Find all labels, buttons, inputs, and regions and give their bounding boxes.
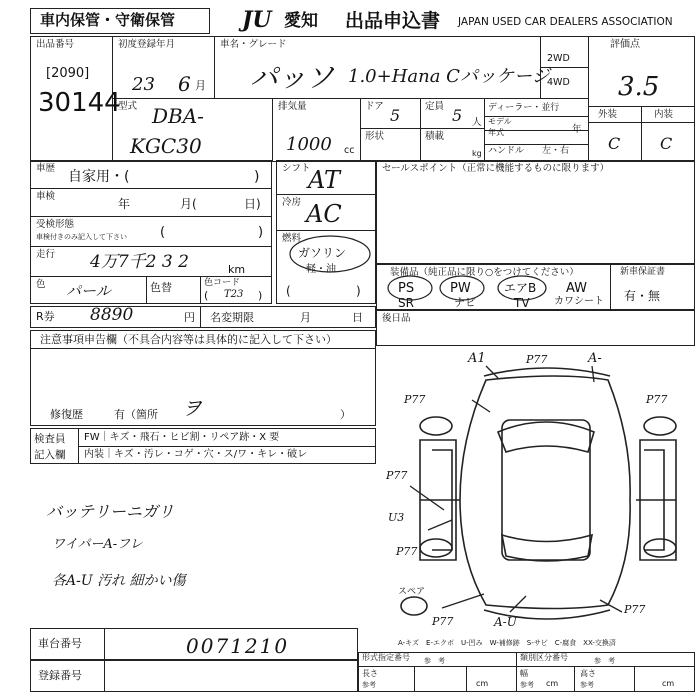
mark-ptr-bottom: P77 (432, 615, 454, 628)
mark-ptr-bottom-right: P77 (624, 603, 646, 616)
model-code-2: KGC30 (130, 134, 202, 158)
load-unit: kg (472, 149, 482, 158)
mileage-label: 走行 (36, 249, 56, 260)
equipment-navi: ナビ (454, 296, 476, 309)
year-unit: 年 (572, 124, 582, 135)
note-wiper: ワイパーA-フレ (52, 537, 143, 552)
equipment-aw: AW (566, 281, 588, 296)
form-title: 出品申込書 (345, 10, 441, 32)
r-ticket-label: R券 (36, 310, 55, 323)
repair-history-value: 有（箇所 (114, 408, 158, 421)
length-label: 長さ (362, 669, 378, 678)
vehicle-grade: 1.0+Hana Cパッケージ (348, 66, 550, 87)
aircon-label: 冷房 (282, 197, 302, 208)
mark-a1-top-left: A1 (468, 351, 486, 366)
handle-value: 左・右 (542, 146, 570, 156)
fuel-gasoline: ガソリン (298, 246, 347, 260)
association-name: JAPAN USED CAR DEALERS ASSOCIATION (458, 16, 673, 28)
color-code-value: T23 (224, 289, 244, 300)
color-label: 色 (36, 279, 46, 290)
r-ticket-unit: 円 (184, 311, 195, 324)
first-reg-month: 6 (178, 72, 191, 96)
repair-history-label: 修復歴 (50, 408, 83, 421)
inspector-fw-row: FW｜キズ・飛石・ヒビ割・リペア跡・X 要 (84, 432, 280, 443)
color-code-paren-close: ) (258, 289, 263, 302)
first-reg-label: 初度登録年月 (118, 39, 176, 50)
height-unit: cm (662, 679, 675, 688)
spare-label: スペア (398, 587, 426, 597)
fuel-label: 燃料 (282, 233, 302, 244)
first-reg-month-unit: 月 (195, 79, 206, 92)
mark-u3-left: U3 (388, 511, 405, 524)
type-number-label: 形式指定番号 (362, 653, 410, 662)
width-ref: 参考 (520, 681, 534, 689)
note-scratches: 各A-U 汚れ 細かい傷 (52, 573, 186, 589)
mark-ptr-top-center: P77 (526, 353, 548, 366)
inspector-label-2: 記入欄 (34, 449, 66, 461)
shape-label: 形状 (365, 131, 385, 142)
color-change-label: 色替 (150, 281, 172, 294)
note-battery: バッテリーニガリ (46, 502, 175, 521)
fuel-diesel: 軽・油 (306, 264, 336, 275)
vehicle-name-label: 車名・グレード (220, 39, 287, 50)
drive-2wd: 2WD (547, 53, 570, 64)
rating-score: 3.5 (618, 72, 660, 102)
warranty-label: 新車保証書 (620, 267, 666, 277)
accept-paren-close: ) (258, 225, 264, 240)
dealer-label: ディーラー・並行 (488, 103, 560, 113)
chassis-label: 車台番号 (38, 637, 82, 650)
listing-sub-number: [2090] (46, 66, 90, 81)
equipment-ps: PS (398, 281, 415, 296)
equipment-tv: TV (514, 296, 530, 310)
mark-ptr-left-mid: P77 (386, 469, 408, 482)
class-number-ref: 参 考 (594, 657, 615, 665)
inspector-label-1: 検査員 (34, 433, 66, 445)
history-close: ) (254, 169, 260, 185)
model-year-label: モデル (488, 117, 512, 126)
doors-value: 5 (390, 106, 401, 125)
vehicle-name: パッソ (250, 61, 335, 94)
displacement-label: 排気量 (278, 101, 307, 112)
history-label: 車歴 (36, 163, 56, 174)
exterior-grade: C (608, 134, 621, 153)
repair-history-mark: ヲ (182, 396, 202, 420)
mark-ptr-left-low: P77 (396, 545, 418, 558)
name-change-month-unit: 月 (300, 311, 311, 324)
mark-ptr-left-top: P77 (404, 393, 426, 406)
inspection-month-unit: 月( (180, 197, 197, 211)
equipment-leather: カワシート (554, 296, 604, 307)
handle-label: ハンドル (488, 146, 525, 156)
shift-label: シフト (282, 163, 311, 174)
aircon-value: AC (306, 200, 342, 228)
accept-note: 車検付きのみ記入して下さい (36, 233, 127, 241)
first-reg-year: 23 (132, 74, 155, 95)
fuel-paren-close: ) (356, 284, 361, 298)
notes-label: 注意事項申告欄（不具合内容等は具体的に記入して下さい） (40, 333, 337, 346)
length-ref: 参考 (362, 681, 376, 689)
equipment-airbag: エアB (504, 281, 537, 295)
displacement-unit: cc (344, 145, 355, 156)
class-number-label: 類別区分番号 (520, 653, 568, 662)
model-label: 型式 (118, 101, 138, 112)
history-value: 自家用・( (68, 169, 130, 185)
accept-label: 受検形態 (36, 219, 75, 230)
year-label: 年式 (488, 128, 504, 137)
warranty-value: 有・無 (624, 289, 661, 303)
storage-title: 車内保管・守衛保管 (40, 11, 176, 29)
model-code-1: DBA- (152, 104, 204, 128)
name-change-label: 名変期限 (210, 311, 254, 324)
doors-label: ドア (365, 101, 384, 112)
fuel-paren-open: ( (286, 284, 291, 298)
mark-a-top-right: A- (588, 351, 602, 366)
listing-number: 30144 (38, 88, 121, 118)
name-change-day-unit: 日 (352, 311, 363, 324)
length-unit: cm (476, 679, 489, 688)
mark-a-bottom: A-U (494, 615, 517, 629)
inspection-label: 車検 (36, 191, 56, 202)
chassis-value: 0071210 (186, 634, 290, 658)
capacity-label: 定員 (425, 101, 445, 112)
color-value: パール (66, 282, 111, 300)
r-ticket-value: 8890 (90, 305, 134, 325)
height-label: 高さ (580, 669, 596, 678)
equipment-pw: PW (450, 281, 471, 296)
width-unit: cm (546, 679, 559, 688)
height-ref: 参考 (580, 681, 594, 689)
mark-ptr-right-top: P77 (646, 393, 668, 406)
reg-number-label: 登録番号 (38, 669, 82, 682)
repair-history-close: ） (340, 408, 351, 421)
load-label: 積載 (425, 131, 445, 142)
capacity-value: 5 (452, 106, 463, 125)
damage-legend: A-キズ E-エクボ U-凹み W-補修跡 S-サビ C-腐食 XX-交換済 (398, 639, 616, 647)
displacement-value: 1000 (286, 134, 332, 155)
mileage-value: 4万7千2 3 2 (90, 252, 189, 272)
inspection-year-unit: 年 (118, 197, 131, 211)
mileage-unit: km (228, 263, 246, 276)
exterior-label: 外装 (598, 109, 618, 120)
capacity-unit: 人 (472, 117, 482, 128)
interior-grade: C (660, 134, 673, 153)
interior-label: 内装 (654, 109, 674, 120)
rating-label: 評価点 (610, 39, 640, 50)
inspection-day-unit: 日) (244, 197, 261, 211)
org-name: 愛知 (284, 11, 318, 31)
sales-point-label: セールスポイント（正常に機能するものに限ります） (382, 163, 610, 174)
equipment-label: 装備品（純正品に限り○をつけてください） (390, 267, 579, 278)
color-code-label: 色コード (204, 278, 241, 288)
later-items-label: 後日品 (382, 313, 411, 324)
shift-value: AT (308, 166, 341, 194)
accept-paren-open: ( (160, 225, 166, 240)
inspector-interior-row: 内装｜キズ・汚レ・コゲ・穴・ス/ワ・キレ・破レ (84, 449, 308, 460)
listing-label: 出品番号 (36, 39, 75, 50)
type-number-ref: 参 考 (424, 657, 445, 665)
ju-logo: JU (242, 7, 272, 33)
drive-4wd: 4WD (547, 77, 570, 88)
width-label: 幅 (520, 669, 528, 678)
equipment-sr: SR (398, 296, 414, 310)
color-code-paren-open: ( (204, 289, 209, 302)
